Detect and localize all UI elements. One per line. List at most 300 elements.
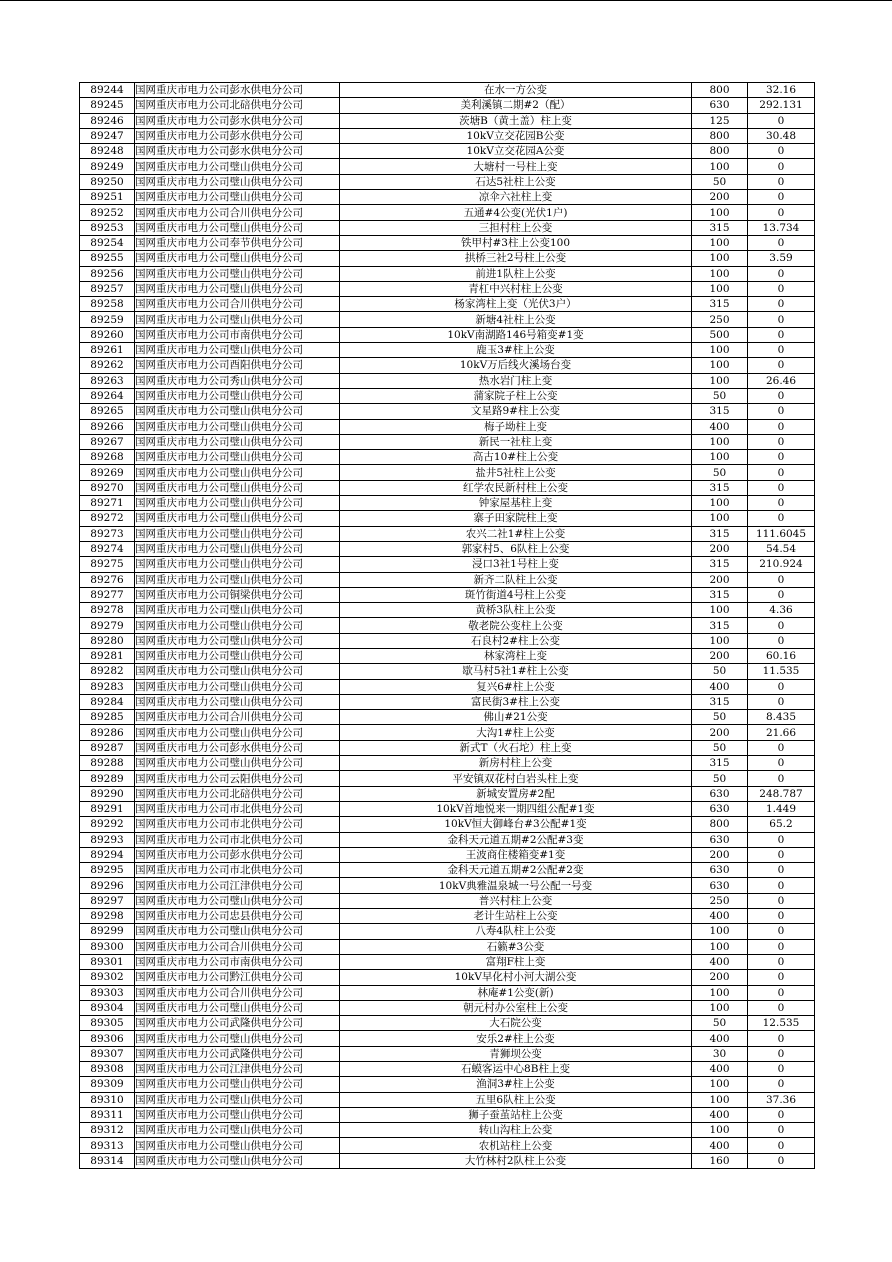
record-id-cell: 89260 [80,327,135,342]
value-cell: 0 [748,1153,815,1168]
record-id-cell: 89272 [80,511,135,526]
value-cell: 26.46 [748,373,815,388]
capacity-cell: 400 [692,1031,748,1046]
transformer-name-cell: 10kV立交花园B公变 [340,128,692,143]
record-id-cell: 89306 [80,1031,135,1046]
transformer-name-cell: 歇马村5社1#柱上公变 [340,664,692,679]
record-id-cell: 89250 [80,174,135,189]
company-cell: 国网重庆市电力公司秀山供电分公司 [135,373,340,388]
transformer-name-cell: 佛山#21公变 [340,710,692,725]
record-id-cell: 89281 [80,648,135,663]
company-cell: 国网重庆市电力公司璧山供电分公司 [135,480,340,495]
capacity-cell: 200 [692,847,748,862]
company-cell: 国网重庆市电力公司市南供电分公司 [135,954,340,969]
record-id-cell: 89270 [80,480,135,495]
value-cell: 0 [748,893,815,908]
table-row [80,1138,815,1153]
table-row [80,388,815,403]
company-cell: 国网重庆市电力公司合川供电分公司 [135,939,340,954]
table-row [80,450,815,465]
company-cell: 国网重庆市电力公司云阳供电分公司 [135,771,340,786]
table-row [80,863,815,878]
value-cell: 210.924 [748,557,815,572]
record-id-cell: 89277 [80,587,135,602]
value-cell: 0 [748,618,815,633]
company-cell: 国网重庆市电力公司彭水供电分公司 [135,113,340,128]
value-cell: 30.48 [748,128,815,143]
company-cell: 国网重庆市电力公司武隆供电分公司 [135,1016,340,1031]
record-id-cell: 89303 [80,985,135,1000]
capacity-cell: 400 [692,954,748,969]
capacity-cell: 160 [692,1153,748,1168]
transformer-name-cell: 10kV南湖路146号箱变#1变 [340,327,692,342]
table-row [80,985,815,1000]
transformer-name-cell: 大竹林村2队柱上公变 [340,1153,692,1168]
capacity-cell: 100 [692,1092,748,1107]
transformer-name-cell: 农兴二社1#柱上公变 [340,526,692,541]
table-row [80,893,815,908]
company-cell: 国网重庆市电力公司璧山供电分公司 [135,572,340,587]
capacity-cell: 100 [692,281,748,296]
capacity-cell: 50 [692,465,748,480]
company-cell: 国网重庆市电力公司璧山供电分公司 [135,1138,340,1153]
capacity-cell: 400 [692,1062,748,1077]
table-row [80,1046,815,1061]
capacity-cell: 100 [692,159,748,174]
transformer-name-cell: 转山沟柱上公变 [340,1123,692,1138]
capacity-cell: 50 [692,771,748,786]
record-id-cell: 89258 [80,297,135,312]
table-row [80,113,815,128]
capacity-cell: 100 [692,450,748,465]
record-id-cell: 89290 [80,786,135,801]
record-id-cell: 89298 [80,909,135,924]
table-row [80,511,815,526]
record-id-cell: 89314 [80,1153,135,1168]
capacity-cell: 800 [692,83,748,98]
transformer-name-cell: 三担村柱上公变 [340,220,692,235]
company-cell: 国网重庆市电力公司璧山供电分公司 [135,220,340,235]
company-cell: 国网重庆市电力公司璧山供电分公司 [135,694,340,709]
page-top-rule [0,0,892,1]
value-cell: 0 [748,679,815,694]
capacity-cell: 800 [692,817,748,832]
table-row [80,924,815,939]
capacity-cell: 315 [692,618,748,633]
record-id-cell: 89274 [80,541,135,556]
capacity-cell: 100 [692,1077,748,1092]
capacity-cell: 200 [692,541,748,556]
company-cell: 国网重庆市电力公司璧山供电分公司 [135,1107,340,1122]
value-cell: 3.59 [748,251,815,266]
company-cell: 国网重庆市电力公司璧山供电分公司 [135,557,340,572]
transformer-name-cell: 新齐二队柱上公变 [340,572,692,587]
value-cell: 0 [748,1123,815,1138]
record-id-cell: 89301 [80,954,135,969]
record-id-cell: 89249 [80,159,135,174]
transformer-name-cell: 石良村2#柱上公变 [340,633,692,648]
value-cell: 0 [748,159,815,174]
capacity-cell: 200 [692,572,748,587]
transformer-name-cell: 10kV首地悦来一期四组公配#1变 [340,801,692,816]
company-cell: 国网重庆市电力公司璧山供电分公司 [135,541,340,556]
table-row [80,664,815,679]
company-cell: 国网重庆市电力公司璧山供电分公司 [135,251,340,266]
company-cell: 国网重庆市电力公司合川供电分公司 [135,985,340,1000]
table-row [80,847,815,862]
company-cell: 国网重庆市电力公司璧山供电分公司 [135,434,340,449]
company-cell: 国网重庆市电力公司璧山供电分公司 [135,159,340,174]
company-cell: 国网重庆市电力公司璧山供电分公司 [135,419,340,434]
record-id-cell: 89308 [80,1062,135,1077]
capacity-cell: 315 [692,220,748,235]
table-row [80,909,815,924]
record-id-cell: 89262 [80,358,135,373]
capacity-cell: 100 [692,343,748,358]
company-cell: 国网重庆市电力公司璧山供电分公司 [135,281,340,296]
record-id-cell: 89253 [80,220,135,235]
capacity-cell: 800 [692,128,748,143]
table-row [80,480,815,495]
capacity-cell: 100 [692,266,748,281]
value-cell: 60.16 [748,648,815,663]
table-row [80,343,815,358]
record-id-cell: 89287 [80,740,135,755]
capacity-cell: 315 [692,297,748,312]
table-row [80,159,815,174]
transformer-name-cell: 金科天元道五期#2公配#2变 [340,863,692,878]
record-id-cell: 89300 [80,939,135,954]
record-id-cell: 89275 [80,557,135,572]
table-body [80,83,815,1169]
capacity-cell: 315 [692,557,748,572]
transformer-name-cell: 狮子蚕茧站柱上公变 [340,1107,692,1122]
capacity-cell: 50 [692,1016,748,1031]
value-cell: 111.6045 [748,526,815,541]
table-row [80,1123,815,1138]
company-cell: 国网重庆市电力公司合川供电分公司 [135,297,340,312]
capacity-cell: 315 [692,404,748,419]
transformer-table [79,82,815,1169]
table-row [80,496,815,511]
company-cell: 国网重庆市电力公司璧山供电分公司 [135,465,340,480]
transformer-name-cell: 前进1队柱上公变 [340,266,692,281]
record-id-cell: 89283 [80,679,135,694]
record-id-cell: 89267 [80,434,135,449]
transformer-name-cell: 石蟆客运中心8B柱上变 [340,1062,692,1077]
value-cell: 0 [748,511,815,526]
value-cell: 0 [748,235,815,250]
capacity-cell: 630 [692,786,748,801]
value-cell: 12.535 [748,1016,815,1031]
company-cell: 国网重庆市电力公司璧山供电分公司 [135,343,340,358]
value-cell: 0 [748,832,815,847]
capacity-cell: 125 [692,113,748,128]
value-cell: 0 [748,496,815,511]
value-cell: 0 [748,281,815,296]
company-cell: 国网重庆市电力公司彭水供电分公司 [135,740,340,755]
record-id-cell: 89289 [80,771,135,786]
record-id-cell: 89257 [80,281,135,296]
table-row [80,526,815,541]
record-id-cell: 89276 [80,572,135,587]
capacity-cell: 630 [692,863,748,878]
record-id-cell: 89252 [80,205,135,220]
value-cell: 0 [748,1000,815,1015]
transformer-name-cell: 拱桥三社2号柱上公变 [340,251,692,266]
capacity-cell: 50 [692,740,748,755]
transformer-name-cell: 富民街3#柱上公变 [340,694,692,709]
value-cell: 0 [748,756,815,771]
transformer-name-cell: 寨子田家院柱上变 [340,511,692,526]
record-id-cell: 89279 [80,618,135,633]
table-row [80,541,815,556]
transformer-name-cell: 安乐2#柱上公变 [340,1031,692,1046]
transformer-name-cell: 复兴6#柱上公变 [340,679,692,694]
company-cell: 国网重庆市电力公司璧山供电分公司 [135,526,340,541]
transformer-name-cell: 平安镇双花村白岩头柱上变 [340,771,692,786]
record-id-cell: 89313 [80,1138,135,1153]
capacity-cell: 30 [692,1046,748,1061]
transformer-name-cell: 新塘4社柱上公变 [340,312,692,327]
record-id-cell: 89295 [80,863,135,878]
capacity-cell: 50 [692,710,748,725]
table-row [80,312,815,327]
capacity-cell: 50 [692,174,748,189]
transformer-name-cell: 普兴村柱上公变 [340,893,692,908]
value-cell: 37.36 [748,1092,815,1107]
record-id-cell: 89297 [80,893,135,908]
company-cell: 国网重庆市电力公司璧山供电分公司 [135,496,340,511]
transformer-name-cell: 朝元村办公室柱上公变 [340,1000,692,1015]
record-id-cell: 89312 [80,1123,135,1138]
company-cell: 国网重庆市电力公司江津供电分公司 [135,1062,340,1077]
value-cell: 0 [748,404,815,419]
company-cell: 国网重庆市电力公司武隆供电分公司 [135,1046,340,1061]
capacity-cell: 250 [692,312,748,327]
record-id-cell: 89307 [80,1046,135,1061]
record-id-cell: 89280 [80,633,135,648]
record-id-cell: 89296 [80,878,135,893]
company-cell: 国网重庆市电力公司璧山供电分公司 [135,388,340,403]
value-cell: 0 [748,205,815,220]
transformer-name-cell: 文星路9#柱上公变 [340,404,692,419]
value-cell: 54.54 [748,541,815,556]
table-row [80,205,815,220]
capacity-cell: 315 [692,756,748,771]
company-cell: 国网重庆市电力公司璧山供电分公司 [135,1092,340,1107]
value-cell: 0 [748,450,815,465]
company-cell: 国网重庆市电力公司彭水供电分公司 [135,128,340,143]
record-id-cell: 89263 [80,373,135,388]
transformer-name-cell: 盐井5社柱上公变 [340,465,692,480]
company-cell: 国网重庆市电力公司璧山供电分公司 [135,648,340,663]
transformer-name-cell: 10kV万后线火溪场台变 [340,358,692,373]
capacity-cell: 100 [692,205,748,220]
transformer-name-cell: 新式T（火石坨）柱上变 [340,740,692,755]
value-cell: 0 [748,939,815,954]
capacity-cell: 100 [692,511,748,526]
value-cell: 0 [748,343,815,358]
company-cell: 国网重庆市电力公司北碚供电分公司 [135,98,340,113]
record-id-cell: 89293 [80,832,135,847]
record-id-cell: 89246 [80,113,135,128]
transformer-name-cell: 金科天元道五期#2公配#3变 [340,832,692,847]
capacity-cell: 400 [692,1107,748,1122]
value-cell: 0 [748,388,815,403]
company-cell: 国网重庆市电力公司璧山供电分公司 [135,511,340,526]
capacity-cell: 100 [692,251,748,266]
value-cell: 0 [748,572,815,587]
value-cell: 0 [748,358,815,373]
table-row [80,465,815,480]
company-cell: 国网重庆市电力公司璧山供电分公司 [135,1153,340,1168]
transformer-name-cell: 林家湾柱上变 [340,648,692,663]
transformer-name-cell: 青杠中兴村柱上公变 [340,281,692,296]
value-cell: 65.2 [748,817,815,832]
table-row [80,1000,815,1015]
company-cell: 国网重庆市电力公司璧山供电分公司 [135,679,340,694]
transformer-name-cell: 钟家屋基柱上变 [340,496,692,511]
table-row [80,648,815,663]
value-cell: 292.131 [748,98,815,113]
capacity-cell: 400 [692,419,748,434]
table-row [80,1016,815,1031]
company-cell: 国网重庆市电力公司彭水供电分公司 [135,83,340,98]
capacity-cell: 100 [692,603,748,618]
record-id-cell: 89251 [80,190,135,205]
record-id-cell: 89264 [80,388,135,403]
table-row [80,404,815,419]
transformer-name-cell: 蒲家院子柱上公变 [340,388,692,403]
company-cell: 国网重庆市电力公司合川供电分公司 [135,710,340,725]
value-cell: 0 [748,1077,815,1092]
value-cell: 0 [748,266,815,281]
value-cell: 0 [748,694,815,709]
value-cell: 0 [748,113,815,128]
record-id-cell: 89282 [80,664,135,679]
transformer-name-cell: 红学农民新村柱上公变 [340,480,692,495]
company-cell: 国网重庆市电力公司璧山供电分公司 [135,603,340,618]
record-id-cell: 89266 [80,419,135,434]
value-cell: 0 [748,1046,815,1061]
company-cell: 国网重庆市电力公司璧山供电分公司 [135,1123,340,1138]
value-cell: 0 [748,1107,815,1122]
company-cell: 国网重庆市电力公司璧山供电分公司 [135,404,340,419]
transformer-name-cell: 富翔F柱上变 [340,954,692,969]
transformer-name-cell: 茨塘B（黄土盖）柱上变 [340,113,692,128]
transformer-name-cell: 10kV典雅温泉城一号公配一号变 [340,878,692,893]
table-row [80,954,815,969]
value-cell: 1.449 [748,801,815,816]
capacity-cell: 800 [692,144,748,159]
table-row [80,128,815,143]
table-row [80,1153,815,1168]
company-cell: 国网重庆市电力公司江津供电分公司 [135,878,340,893]
record-id-cell: 89261 [80,343,135,358]
table-row [80,235,815,250]
table-row [80,83,815,98]
transformer-name-cell: 杨家湾柱上变（光伏3户） [340,297,692,312]
value-cell: 0 [748,190,815,205]
capacity-cell: 315 [692,694,748,709]
company-cell: 国网重庆市电力公司璧山供电分公司 [135,1000,340,1015]
company-cell: 国网重庆市电力公司璧山供电分公司 [135,174,340,189]
record-id-cell: 89302 [80,970,135,985]
company-cell: 国网重庆市电力公司璧山供电分公司 [135,633,340,648]
table-row [80,786,815,801]
value-cell: 0 [748,434,815,449]
record-id-cell: 89284 [80,694,135,709]
transformer-name-cell: 敬老院公变柱上公变 [340,618,692,633]
record-id-cell: 89286 [80,725,135,740]
transformer-name-cell: 新房村柱上公变 [340,756,692,771]
company-cell: 国网重庆市电力公司铜梁供电分公司 [135,587,340,602]
company-cell: 国网重庆市电力公司璧山供电分公司 [135,924,340,939]
record-id-cell: 89273 [80,526,135,541]
record-id-cell: 89271 [80,496,135,511]
transformer-name-cell: 10kV恒大御峰台#3公配#1变 [340,817,692,832]
company-cell: 国网重庆市电力公司璧山供电分公司 [135,190,340,205]
table-row [80,618,815,633]
value-cell: 0 [748,1138,815,1153]
value-cell: 0 [748,297,815,312]
table-row [80,98,815,113]
capacity-cell: 630 [692,878,748,893]
company-cell: 国网重庆市电力公司璧山供电分公司 [135,450,340,465]
company-cell: 国网重庆市电力公司璧山供电分公司 [135,1077,340,1092]
value-cell: 11.535 [748,664,815,679]
capacity-cell: 250 [692,893,748,908]
table-row [80,587,815,602]
record-id-cell: 89247 [80,128,135,143]
record-id-cell: 89248 [80,144,135,159]
transformer-name-cell: 农机站柱上公变 [340,1138,692,1153]
company-cell: 国网重庆市电力公司奉节供电分公司 [135,235,340,250]
capacity-cell: 400 [692,1138,748,1153]
value-cell: 0 [748,985,815,1000]
record-id-cell: 89311 [80,1107,135,1122]
transformer-name-cell: 大塘村一号柱上变 [340,159,692,174]
transformer-name-cell: 王波商住楼箱变#1变 [340,847,692,862]
transformer-name-cell: 高古10#柱上公变 [340,450,692,465]
company-cell: 国网重庆市电力公司忠县供电分公司 [135,909,340,924]
capacity-cell: 100 [692,358,748,373]
transformer-name-cell: 黄桥3队柱上公变 [340,603,692,618]
capacity-cell: 400 [692,909,748,924]
value-cell: 0 [748,924,815,939]
record-id-cell: 89259 [80,312,135,327]
record-id-cell: 89294 [80,847,135,862]
value-cell: 0 [748,587,815,602]
record-id-cell: 89245 [80,98,135,113]
value-cell: 248.787 [748,786,815,801]
transformer-name-cell: 美利溪镇二期#2（配） [340,98,692,113]
record-id-cell: 89254 [80,235,135,250]
capacity-cell: 100 [692,1000,748,1015]
capacity-cell: 100 [692,633,748,648]
value-cell: 0 [748,863,815,878]
transformer-name-cell: 五通#4公变(光伏1户) [340,205,692,220]
record-id-cell: 89269 [80,465,135,480]
capacity-cell: 100 [692,924,748,939]
value-cell: 21.66 [748,725,815,740]
capacity-cell: 100 [692,939,748,954]
capacity-cell: 200 [692,970,748,985]
value-cell: 4.36 [748,603,815,618]
company-cell: 国网重庆市电力公司市北供电分公司 [135,801,340,816]
value-cell: 8.435 [748,710,815,725]
